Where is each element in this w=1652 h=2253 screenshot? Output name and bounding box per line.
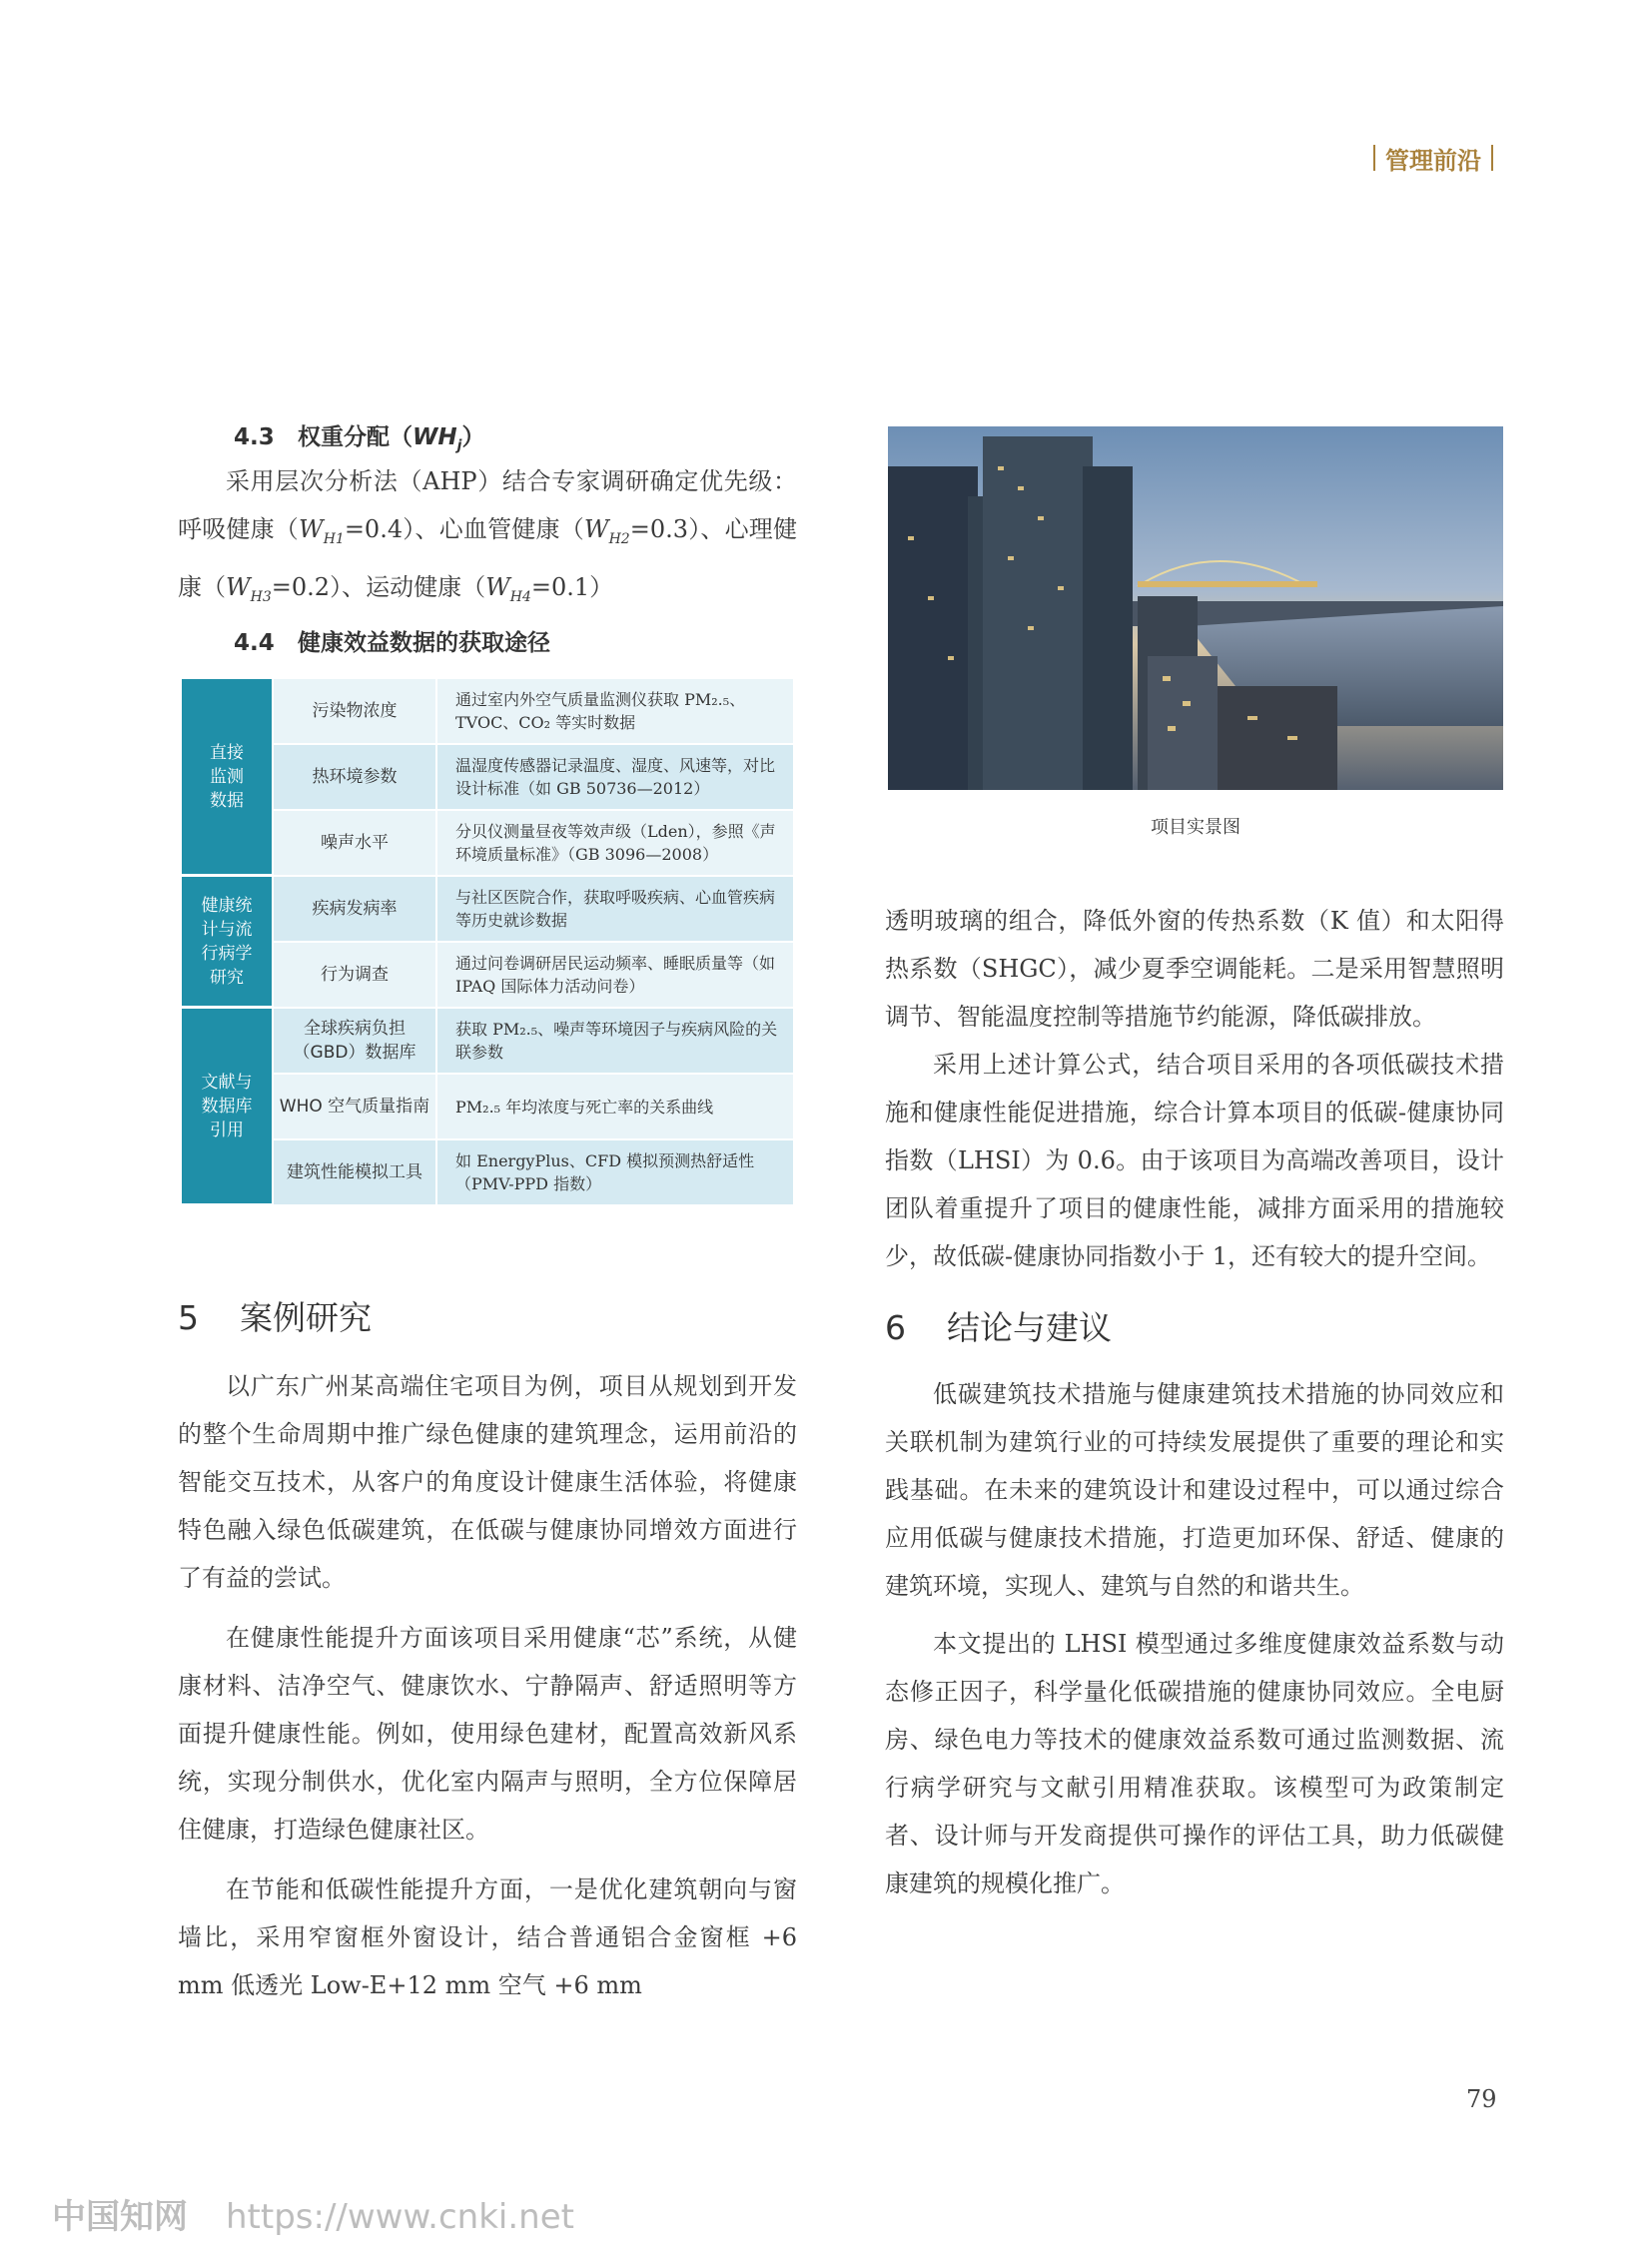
table-row	[182, 745, 793, 811]
case-paragraph-1: 以广东广州某高端住宅项目为例，项目从规划到开发的整个生命周期中推广绿色健康的建筑理念，运用前沿的智能交互技术，从客户的角度设计健康生活体验，将健康特色融入绿色低碳建筑，在低碳与健康协同增效方面进行了有益的尝试。	[178, 1372, 797, 1592]
table-row	[182, 679, 793, 745]
table-desc: 获取 PM₂.₅、噪声等环境因子与疾病风险的关联参数	[437, 1009, 793, 1075]
heading-4-3	[178, 417, 797, 457]
w3-symbol: W	[226, 572, 251, 601]
group-literature: 文献与 数据库 引用	[182, 1009, 274, 1206]
w4-sub: H4	[509, 588, 531, 605]
page-number: 79	[1466, 2085, 1497, 2113]
table-desc: PM₂.₅ 年均浓度与死亡率的关系曲线	[437, 1075, 793, 1140]
table-item: 污染物浓度	[274, 679, 437, 745]
w1-sub: H1	[323, 530, 345, 547]
case-paragraph-3-continued: 透明玻璃的组合，降低外窗的传热系数（K 值）和太阳得热系数（SHGC），减少夏季空调能耗。二是采用智慧照明调节、智能温度控制等措施节约能源，降低碳排放。	[885, 907, 1504, 1031]
w3-sub: H3	[250, 588, 272, 605]
table-item: 热环境参数	[274, 745, 437, 811]
w4-symbol: W	[485, 572, 510, 601]
heading-4-3-number: 4.3	[234, 424, 275, 450]
left-column	[178, 417, 797, 663]
watermark	[52, 2189, 574, 2238]
right-column	[885, 897, 1504, 1907]
heading-4-4-title: 健康效益数据的获取途径	[298, 629, 550, 656]
table-item: 疾病发病率	[274, 877, 437, 943]
table-row	[182, 877, 793, 943]
case-paragraph-2: 在健康性能提升方面该项目采用健康“芯”系统，从健康材料、洁净空气、健康饮水、宁静隔声、舒适照明等方面提升健康性能。例如，使用绿色建材，配置高效新风系统，实现分制供水，优化室内隔声与照明，全方位保障居住健康，打造绿色健康社区。	[178, 1624, 797, 1844]
table-desc: 与社区医院合作，获取呼吸疾病、心血管疾病等历史就诊数据	[437, 877, 793, 943]
w3-label: 心理健康（	[178, 515, 798, 601]
table-row	[182, 1075, 793, 1140]
heading-4-4-number: 4.4	[234, 629, 275, 656]
w2-value: =0.3）、	[629, 515, 725, 543]
heading-4-4	[178, 623, 797, 663]
table-row	[182, 1009, 793, 1075]
heading-4-3-sub: j	[456, 437, 462, 454]
table-desc: 通过问卷调研居民运动频率、睡眠质量等（如 IPAQ 国际体力活动问卷）	[437, 943, 793, 1009]
section-tag-label: 管理前沿	[1385, 146, 1481, 175]
w1-label: 呼吸健康（	[178, 515, 300, 543]
group-direct-monitoring: 直接 监测 数据	[182, 679, 274, 877]
conclusion-paragraph-1: 低碳建筑技术措施与健康建筑技术措施的协同效应和关联机制为建筑行业的可持续发展提供了重要的理论和实践基础。在未来的建筑设计和建设过程中，可以通过综合应用低碳与健康技术措施，打造更加环保、舒适、健康的建筑环境，实现人、建筑与自然的和谐共生。	[885, 1380, 1504, 1600]
section-5-number: 5	[178, 1298, 199, 1337]
left-column-lower	[178, 1288, 797, 2009]
project-photo	[888, 426, 1503, 790]
section-6-title: 结论与建议	[947, 1308, 1112, 1347]
weights-intro: 采用层次分析法（AHP）结合专家调研确定优先级：	[226, 467, 797, 495]
watermark-url: https://www.cnki.net	[226, 2197, 574, 2237]
project-photo-image	[888, 426, 1503, 790]
group-epidemiology: 健康统 计与流 行病学 研究	[182, 877, 274, 1009]
heading-section-5	[178, 1288, 797, 1348]
table-item: 噪声水平	[274, 811, 437, 877]
watermark-brand: 中国知网	[52, 2197, 188, 2237]
photo-caption: 项目实景图	[1151, 817, 1240, 838]
table-item: 行为调查	[274, 943, 437, 1009]
w4-label: 运动健康（	[366, 572, 486, 601]
data-sources-table	[182, 679, 793, 1206]
table-row	[182, 943, 793, 1009]
w4-value: =0.1）	[530, 572, 614, 601]
heading-4-3-title: 权重分配（	[298, 424, 413, 450]
section-6-number: 6	[885, 1308, 906, 1347]
table-item: 建筑性能模拟工具	[274, 1140, 437, 1206]
table-desc: 分贝仪测量昼夜等效声级（Lden），参照《声环境质量标准》（GB 3096—2008）	[437, 811, 793, 877]
table-desc: 通过室内外空气质量监测仪获取 PM₂.₅、TVOC、CO₂ 等实时数据	[437, 679, 793, 745]
w2-label: 心血管健康（	[438, 515, 584, 543]
heading-4-3-end: ）	[461, 424, 485, 450]
weights-paragraph	[178, 457, 797, 621]
table-desc: 温湿度传感器记录温度、湿度、风速等，对比设计标准（如 GB 50736—2012）	[437, 745, 793, 811]
case-paragraph-3: 在节能和低碳性能提升方面，一是优化建筑朝向与窗墙比，采用窄窗框外窗设计，结合普通铝合金窗框 +6 mm 低透光 Low-E+12 mm 空气 +6 mm	[178, 1876, 797, 1999]
section-tag	[1358, 140, 1508, 176]
w1-symbol: W	[299, 515, 324, 543]
heading-4-3-symbol: WH	[413, 424, 457, 450]
table-row	[182, 1140, 793, 1206]
w3-value: =0.2）、	[271, 572, 367, 601]
section-5-title: 案例研究	[240, 1298, 372, 1337]
w2-sub: H2	[608, 530, 630, 547]
w1-value: =0.4）、	[344, 515, 439, 543]
tag-divider-right	[1491, 145, 1493, 171]
table-desc: 如 EnergyPlus、CFD 模拟预测热舒适性（PMV-PPD 指数）	[437, 1140, 793, 1206]
tag-divider-left	[1373, 145, 1375, 171]
case-paragraph-4: 采用上述计算公式，结合项目采用的各项低碳技术措施和健康性能促进措施，综合计算本项目的低碳-健康协同指数（LHSI）为 0.6。由于该项目为高端改善项目，设计团队着重提升了项目的健康性能，减排方面采用的措施较少，故低碳-健康协同指数小于 1，还有较大的提升空间。	[885, 1051, 1504, 1270]
table-row	[182, 811, 793, 877]
table-item: WHO 空气质量指南	[274, 1075, 437, 1140]
table-item: 全球疾病负担（GBD）数据库	[274, 1009, 437, 1075]
heading-section-6	[885, 1298, 1504, 1358]
w2-symbol: W	[583, 515, 609, 543]
conclusion-paragraph-2: 本文提出的 LHSI 模型通过多维度健康效益系数与动态修正因子，科学量化低碳措施的健康协同效应。全电厨房、绿色电力等技术的健康效益系数可通过监测数据、流行病学研究与文献引用精准获取。该模型可为政策制定者、设计师与开发商提供可操作的评估工具，助力低碳健康建筑的规模化推广。	[885, 1630, 1504, 1897]
